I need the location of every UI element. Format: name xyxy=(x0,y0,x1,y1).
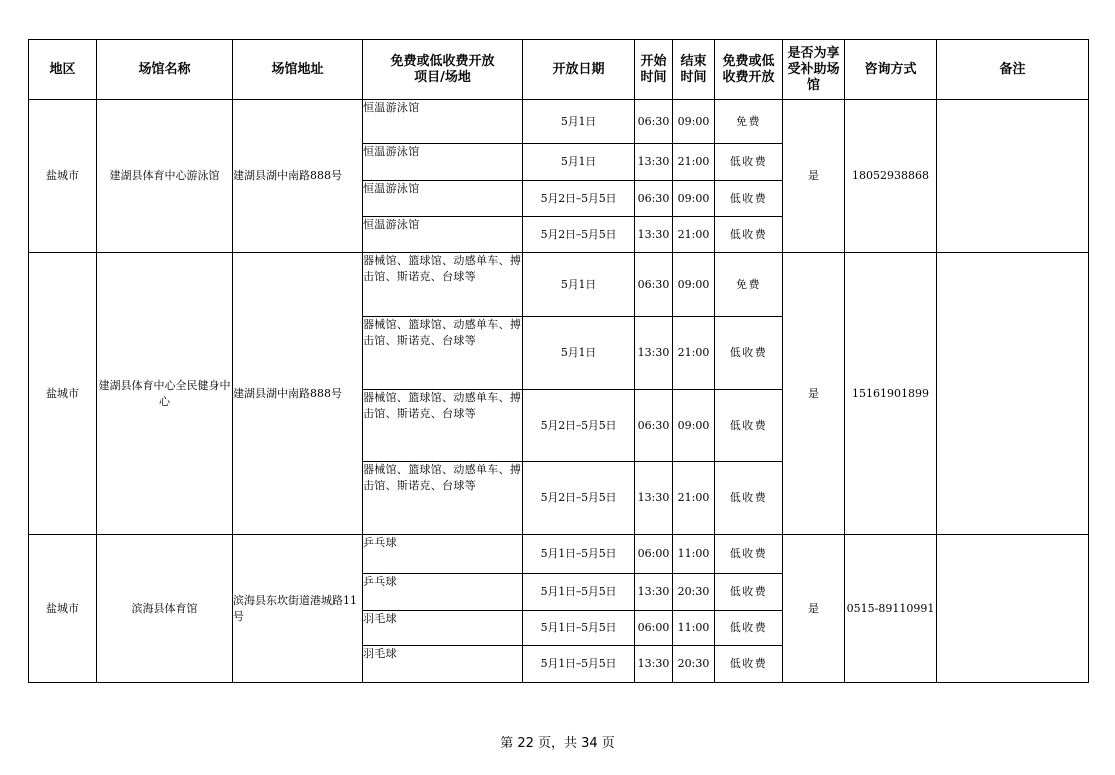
remark-cell xyxy=(937,100,1089,253)
open-date-cell: 5月1日 xyxy=(523,317,635,390)
venue-name-cell: 建湖县体育中心游泳馆 xyxy=(97,100,233,253)
project-cell: 羽毛球 xyxy=(363,646,523,683)
end-time-cell: 21:00 xyxy=(673,317,715,390)
header-start-time: 开始时间 xyxy=(635,40,673,100)
open-date-cell: 5月1日–5月5日 xyxy=(523,535,635,574)
open-date-cell: 5月1日 xyxy=(523,100,635,144)
start-time-cell: 06:30 xyxy=(635,390,673,462)
open-date-cell: 5月2日–5月5日 xyxy=(523,217,635,253)
end-time-cell: 09:00 xyxy=(673,181,715,217)
end-time-cell: 20:30 xyxy=(673,574,715,611)
project-cell: 恒温游泳馆 xyxy=(363,181,523,217)
fee-type-cell: 低收费 xyxy=(715,611,783,646)
contact-cell: 15161901899 xyxy=(845,253,937,535)
venue-name-cell: 建湖县体育中心全民健身中心 xyxy=(97,253,233,535)
start-time-cell: 13:30 xyxy=(635,574,673,611)
table-row xyxy=(29,535,1089,574)
start-time-cell: 13:30 xyxy=(635,217,673,253)
region-cell: 盐城市 xyxy=(29,535,97,683)
start-time-cell: 13:30 xyxy=(635,317,673,390)
start-time-cell: 06:30 xyxy=(635,181,673,217)
start-time-cell: 13:30 xyxy=(635,144,673,181)
remark-cell xyxy=(937,535,1089,683)
open-date-cell: 5月2日–5月5日 xyxy=(523,390,635,462)
venue-schedule-table xyxy=(28,39,1089,683)
fee-type-cell: 低收费 xyxy=(715,317,783,390)
fee-type-cell: 低收费 xyxy=(715,646,783,683)
venue-address-cell: 建湖县湖中南路888号 xyxy=(233,100,363,253)
end-time-cell: 21:00 xyxy=(673,217,715,253)
end-time-cell: 21:00 xyxy=(673,462,715,535)
project-cell: 恒温游泳馆 xyxy=(363,217,523,253)
venue-address-cell: 滨海县东坎街道港城路11号 xyxy=(233,535,363,683)
fee-type-cell: 免费 xyxy=(715,253,783,317)
subsidy-cell: 是 xyxy=(783,535,845,683)
start-time-cell: 06:30 xyxy=(635,100,673,144)
header-end-time: 结束时间 xyxy=(673,40,715,100)
open-date-cell: 5月1日 xyxy=(523,144,635,181)
contact-cell: 18052938868 xyxy=(845,100,937,253)
header-project: 免费或低收费开放项目/场地 xyxy=(363,40,523,100)
open-date-cell: 5月1日–5月5日 xyxy=(523,574,635,611)
project-cell: 器械馆、篮球馆、动感单车、搏击馆、斯诺克、台球等 xyxy=(363,390,523,462)
end-time-cell: 21:00 xyxy=(673,144,715,181)
project-cell: 器械馆、篮球馆、动感单车、搏击馆、斯诺克、台球等 xyxy=(363,317,523,390)
fee-type-cell: 低收费 xyxy=(715,181,783,217)
project-cell: 乒乓球 xyxy=(363,574,523,611)
header-fee-type: 免费或低收费开放 xyxy=(715,40,783,100)
fee-type-cell: 低收费 xyxy=(715,535,783,574)
page-number-footer: 第 22 页，共 34 页 xyxy=(500,736,615,751)
header-venue-name: 场馆名称 xyxy=(97,40,233,100)
end-time-cell: 09:00 xyxy=(673,253,715,317)
open-date-cell: 5月1日 xyxy=(523,253,635,317)
table-row xyxy=(29,100,1089,144)
region-cell: 盐城市 xyxy=(29,253,97,535)
venue-address-cell: 建湖县湖中南路888号 xyxy=(233,253,363,535)
subsidy-cell: 是 xyxy=(783,253,845,535)
start-time-cell: 06:00 xyxy=(635,611,673,646)
header-venue-address: 场馆地址 xyxy=(233,40,363,100)
contact-cell: 0515-89110991 xyxy=(845,535,937,683)
open-date-cell: 5月2日–5月5日 xyxy=(523,462,635,535)
end-time-cell: 09:00 xyxy=(673,390,715,462)
project-cell: 恒温游泳馆 xyxy=(363,100,523,144)
header-subsidy: 是否为享受补助场馆 xyxy=(783,40,845,100)
header-region: 地区 xyxy=(29,40,97,100)
fee-type-cell: 低收费 xyxy=(715,144,783,181)
fee-type-cell: 低收费 xyxy=(715,574,783,611)
start-time-cell: 13:30 xyxy=(635,462,673,535)
fee-type-cell: 低收费 xyxy=(715,462,783,535)
header-remark: 备注 xyxy=(937,40,1089,100)
end-time-cell: 20:30 xyxy=(673,646,715,683)
venue-name-cell: 滨海县体育馆 xyxy=(97,535,233,683)
fee-type-cell: 低收费 xyxy=(715,217,783,253)
open-date-cell: 5月2日–5月5日 xyxy=(523,181,635,217)
project-cell: 器械馆、篮球馆、动感单车、搏击馆、斯诺克、台球等 xyxy=(363,462,523,535)
start-time-cell: 13:30 xyxy=(635,646,673,683)
table-row xyxy=(29,253,1089,317)
open-date-cell: 5月1日–5月5日 xyxy=(523,611,635,646)
fee-type-cell: 低收费 xyxy=(715,390,783,462)
end-time-cell: 09:00 xyxy=(673,100,715,144)
open-date-cell: 5月1日–5月5日 xyxy=(523,646,635,683)
header-row xyxy=(29,40,1089,100)
region-cell: 盐城市 xyxy=(29,100,97,253)
start-time-cell: 06:30 xyxy=(635,253,673,317)
project-cell: 羽毛球 xyxy=(363,611,523,646)
remark-cell xyxy=(937,253,1089,535)
header-open-date: 开放日期 xyxy=(523,40,635,100)
header-contact: 咨询方式 xyxy=(845,40,937,100)
end-time-cell: 11:00 xyxy=(673,535,715,574)
project-cell: 恒温游泳馆 xyxy=(363,144,523,181)
subsidy-cell: 是 xyxy=(783,100,845,253)
start-time-cell: 06:00 xyxy=(635,535,673,574)
project-cell: 器械馆、篮球馆、动感单车、搏击馆、斯诺克、台球等 xyxy=(363,253,523,317)
project-cell: 乒乓球 xyxy=(363,535,523,574)
fee-type-cell: 免费 xyxy=(715,100,783,144)
end-time-cell: 11:00 xyxy=(673,611,715,646)
